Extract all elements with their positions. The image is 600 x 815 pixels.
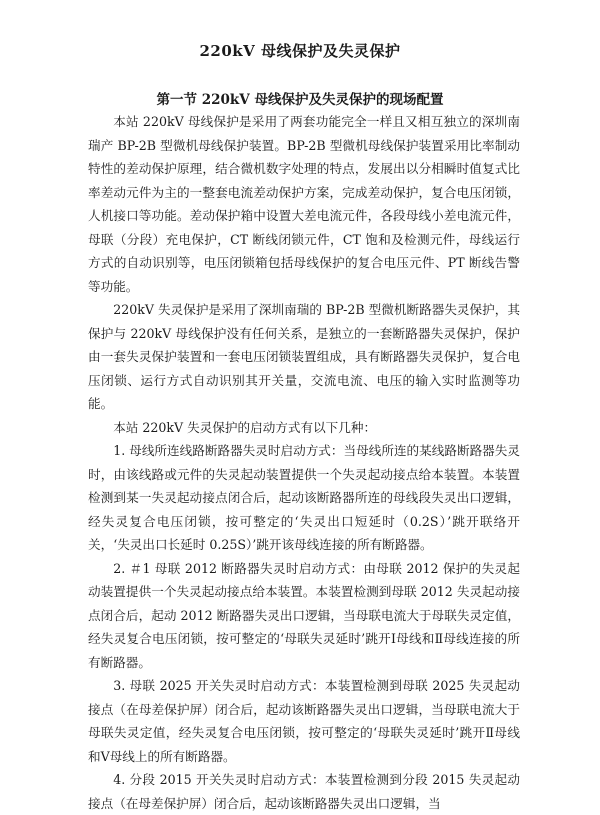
paragraph: 4. 分段 2015 开关失灵时启动方式：本装置检测到分段 2015 失灵起动接点（在母差保护屏）闭合后，起动该断路器失灵出口逻辑，当 (88, 772, 520, 811)
paragraph: 1. 母线所连线路断路器失灵时启动方式：当母线所连的某线路断路器失灵时，由该线路或元件的失灵起动装置提供一个失灵起动接点给本装置。本装置检测到某一失灵起动接点闭合后，起动该断路器所连的母线段失灵出口逻辑，经失灵复合电压闭锁，按可整定的‘失灵出口短延时（0.2S）’跳开联络开关，‘失灵出口长延时 0.25S）’跳开该母线连接的所有断路器。 (88, 443, 520, 552)
paragraph: 2. ＃1 母联 2012 断路器失灵时启动方式：由母联 2012 保护的失灵起动装置提供一个失灵起动接点给本装置。本装置检测到母联 2012 失灵起动接点闭合后，起动 2012 断路器失灵出口逻辑，当母联电流大于母联失灵定值，经失灵复合电压闭锁，按可整定的‘母联失灵延时’跳开Ⅰ母线和Ⅱ母线连接的所有断路器。 (88, 560, 520, 670)
paragraph: 220kV 失灵保护是采用了深圳南瑞的 BP-2B 型微机断路器失灵保护，其保护与 220kV 母线保护没有任何关系，是独立的一套断路器失灵保护，保护由一套失灵保护装置和一套电压闭锁装置组成，具有断路器失灵保护，复合电压闭锁、运行方式自动识别其开关量，交流电流、电压的输入实时监测等功能。 (88, 302, 520, 411)
paragraph: 本站 220kV 母线保护是采用了两套功能完全一样且又相互独立的深圳南瑞产 BP-2B 型微机母线保护装置。BP-2B 型微机母线保护装置采用比率制动特性的差动保护原理，结合微机数字处理的特点，发展出以分相瞬时值复式比率差动元件为主的一整套电流差动保护方案，完成差动保护，复合电压闭锁，人机接口等功能。差动保护箱中设置大差电流元件，各段母线小差电流元件，母联（分段）充电保护，CT 断线闭锁元件，CT 饱和及检测元件，母线运行方式的自动识别等，电压闭锁箱包括母线保护的复合电压元件、PT 断线告警等功能。 (88, 114, 520, 294)
document-title: 220kV 母线保护及失灵保护 (199, 42, 401, 60)
body-text (88, 110, 520, 815)
paragraph: 3. 母联 2025 开关失灵时启动方式：本装置检测到母联 2025 失灵起动接点（在母差保护屏）闭合后，起动该断路器失灵出口逻辑，当母联电流大于母联失灵定值，经失灵复合电压闭锁，按可整定的‘母联失灵延时’跳开Ⅱ母线和Ⅴ母线上的所有断路器。 (88, 678, 520, 764)
section-title: 第一节 220kV 母线保护及失灵保护的现场配置 (156, 92, 444, 108)
paragraph: 本站 220kV 失灵保护的启动方式有以下几种： (113, 419, 377, 435)
